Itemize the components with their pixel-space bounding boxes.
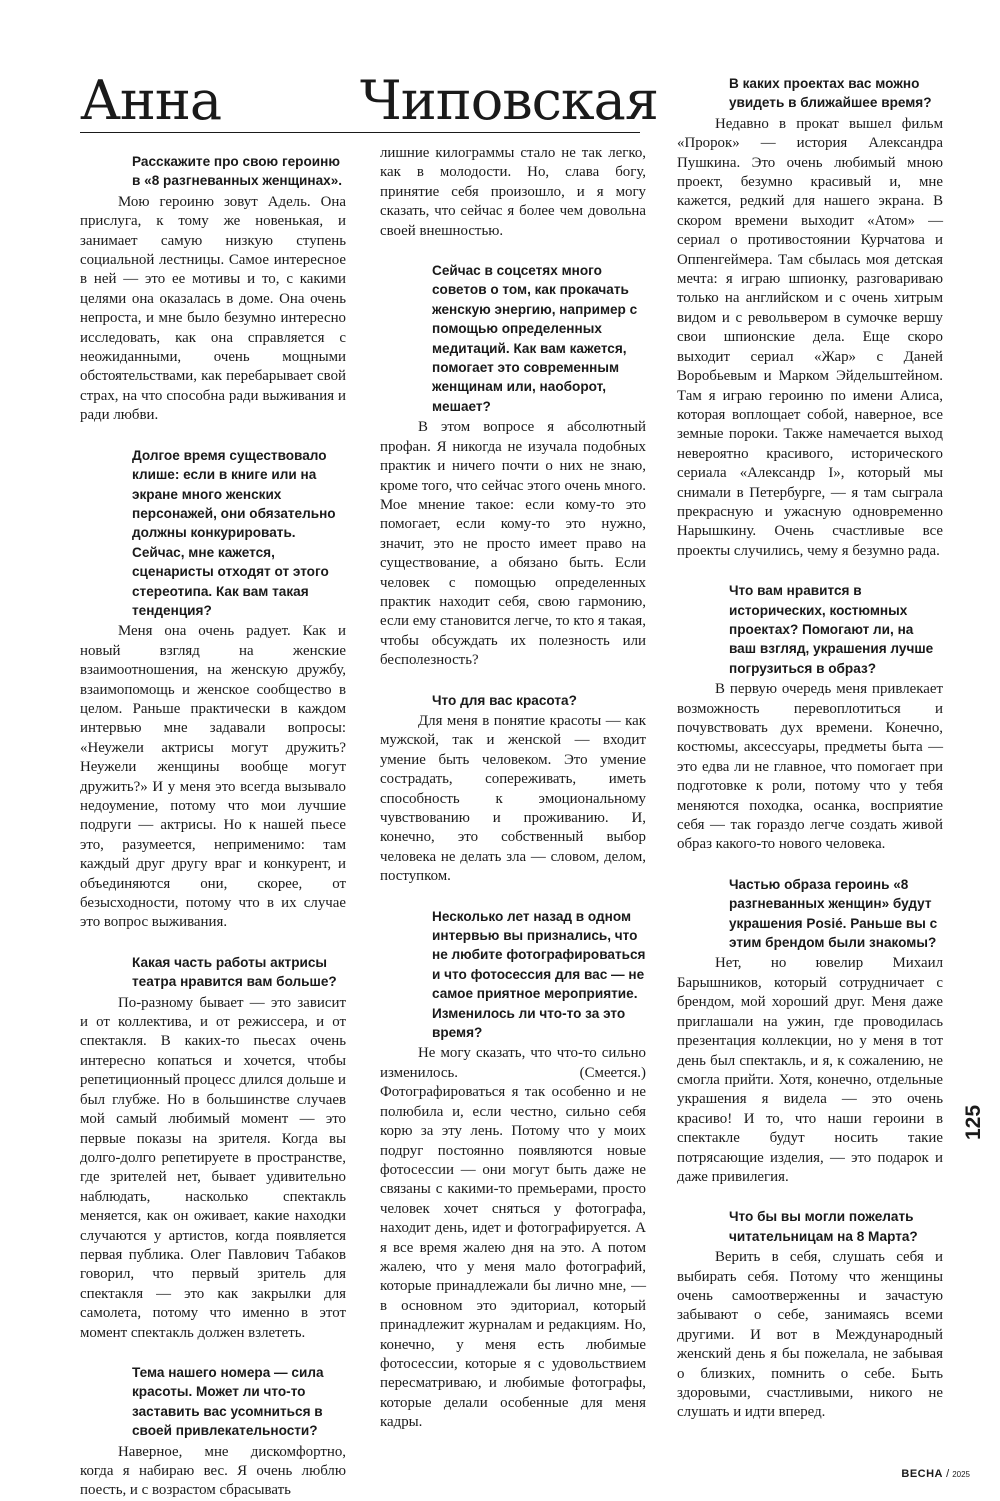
question: Какая часть работы актрисы театра нравится вам больше? [132, 954, 337, 990]
answer: Недавно в прокат вышел фильм «Пророк» — история Александра Пушкина. Это очень любимый мною проект, безумно красивый и, мне кажется, редкий для нашего экрана. В скором времени выходит «Атом» — сериал о противостоянии Курчатова и Оппенгеймера. Там сбылась моя детская мечта: я играю шпионку, разговариваю только на английском и с очень хитрым видом и с револьвером в сумочке вершу свои шпионские дела. Еще скоро выходит сериал «Жар» с Даней Воробьевым и Марком Эйдельштейном. Там я играю героиню по имени Алиса, которая воплощает собой, наверное, все земные пороки. Также намечается выход невероятно красивого, исторического сериала «Александр I», который мы снимали в Петербурге, — я там сыграла прекрасную и ужасную одновременно Нарышкину. Очень счастливые все проекты случились, чему я безумно рада. [677, 115, 943, 559]
footer [901, 1468, 970, 1480]
title-last-name: Чиповская [360, 69, 658, 132]
answer: Нет, но ювелир Михаил Барышников, который сотрудничает с брендом, мой хороший друг. Меня даже приглашали на ужин, где проводилась презентация коллекции, но у меня в тот день был спектакль, и я, к сожалению, не смогла прийти. Хотя, конечно, отдельные украшения я видела — это очень красиво! И то, что наши героини в спектакле будут носить такие потрясающие изделия, — это подарок и даже привилегия. [677, 955, 943, 1185]
question: Долгое время существовало клише: если в книге или на экране много женских персонажей, они обязательно должны конкурировать. Сейчас, мне кажется, сценаристы отходят от этого стереотипа. Как вам такая тенденция? [132, 447, 336, 618]
question: Что вам нравится в исторических, костюмных проектах? Помогают ли, на ваш взгляд, украшения лучше погрузиться в образ? [729, 583, 934, 676]
question: Несколько лет назад в одном интервью вы признались, что не любите фотографироваться и что фотосессия для вас — не самое приятное мероприятие. Изменилось ли что-то за это время? [432, 908, 646, 1041]
answer: По-разному бывает — это зависит и от коллектива, и от режиссера, и от спектакля. В каких-то пьесах очень интересно копаться и хочется, чтобы репетиционный процесс длился дольше и был глубже. Но в большинстве случаев мой самый любимый момент — это первые показы на зрителя. Когда вы долго-долго репетируете в пространстве, где зрителей нет, бывает удивительно наблюдать, насколько спектакль меняется, как он оживает, какие находки случаются у артистов, когда появляется первая публика. Олег Павлович Табаков говорил, что первый зритель для спектакля — это как закрылки для самолета, потому что именно в этот момент спектакль должен взлететь. [80, 994, 346, 1341]
article-title [80, 69, 658, 133]
magazine-name: ВЕСНА [901, 1468, 944, 1480]
answer: Меня она очень радует. Как и новый взгляд на женские взаимоотношения, на женскую дружбу, взаимопомощь и женское сообщество в целом. Раньше практически в каждом интервью мне задавали вопросы: «Неужели актрисы могут дружить? Неужели женщины вообще могут дружить?» И у меня это всегда вызывало недоумение, потому что мои лучшие подруги — актрисы. Но к нашей пьесе это, разумеется, неприменимо: там каждый друг другу враг и конкурент, и объединяются они, скорее, от безысходности, потому что в их случае это вопрос выживания. [80, 623, 346, 931]
question: Частью образа героинь «8 разгневанных женщин» будут украшения Posié. Раньше вы с этим брендом были знакомы? [729, 876, 938, 951]
issue-year: 2025 [952, 1470, 970, 1479]
page-number: 125 [962, 1104, 985, 1140]
question: Тема нашего номера — сила красоты. Может ли что-то заставить вас усомниться в своей привлекательности? [132, 1364, 324, 1439]
question: В каких проектах вас можно увидеть в ближайшее время? [729, 76, 932, 111]
title-first-name: Анна [80, 69, 222, 132]
answer: Верить в себя, слушать себя и выбирать себя. Потому что женщины очень самоотверженны и зачастую забывают о себе, занимаясь всеми другими. И вот в Международный женский день я бы пожелала, не забывая о близких, помнить о себе. Быть здоровыми, счастливыми, никого не слушать и идти вперед. [677, 1249, 943, 1421]
text-column-1 [80, 152, 346, 1501]
answer: Мою героиню зовут Адель. Она прислуга, к тому же новенькая, и занимает самую низкую ступень социальной лестницы. Самое интересное в ней — это ее мотивы и то, с какими целями она оказалась в доме. Она очень непроста, и мне было безумно интересно исследовать, как она справляется с неожиданными, очень мощными обстоятельствами, как перебарывает свой страх, на что способна ради выживания и ради любви. [80, 193, 346, 424]
question: Сейчас в соцсетях много советов о том, как прокачать женскую энергию, например с помощью определенных медитаций. Как вам кажется, помогает это современным женщинам или, наоборот, мешает? [432, 263, 638, 414]
continued-answer: лишние килограммы стало не так легко, как в молодости. Но, слава богу, принятие себя произошло, и я могу сказать, что сейчас я более чем довольна своей внешностью. [380, 145, 646, 239]
answer: Не могу сказать, что что-то сильно изменилось. (Смеется.) Фотографироваться я так особенно и не полюбила и, если честно, сильно себя корю за эту лень. Потому что у моих подруг постоянно появляются новые фотосессии — они могут быть даже не связаны с какими-то премьерами, просто человек хочет сняться у фотографа, находит день, идет и фотографируется. А я все время жалею дня на это. А потом жалею, что у меня мало фотографий, которые принадлежали бы лично мне, — в основном это эдиториал, который принадлежит журналам и редакциям. Но, конечно, у меня есть любимые фотосессии, которые я с удовольствием пересматриваю, и любимые фотографы, которые делали особенные для меня кадры. [380, 1045, 646, 1431]
text-column-2 [380, 144, 646, 1433]
answer: В этом вопросе я абсолютный профан. Я никогда не изучала подобных практик и ничего почти о них не знаю, кроме того, что сейчас этого очень много. Мое мнение такое: если кому-то это помогает, если кому-то это нужно, значит, это не просто имеет право на существование, а обязано быть. Если человек с помощью определенных практик находит себя, свою гармонию, если ему становится легче, то кто я такая, чтобы обсуждать их полезность или бесполезность? [380, 419, 646, 669]
question: Что для вас красота? [432, 692, 577, 708]
answer: Наверное, мне дискомфортно, когда я набираю вес. Я очень люблю поесть, и с возрастом сбрасывать [80, 1443, 346, 1499]
footer-separator: / [946, 1468, 950, 1480]
question: Расскажите про свою героиню в «8 разгневанных женщинах». [132, 154, 343, 189]
text-column-3 [677, 74, 943, 1423]
answer: Для меня в понятие красоты — как мужской, так и женской — входит умение быть человеком. Это умение сострадать, сопереживать, иметь способность к эмоциональному чувствованию и проживанию. И, конечно, это собственный выбор человека не делать зла — словом, делом, поступком. [380, 712, 646, 885]
answer: В первую очередь меня привлекает возможность перевоплотиться и почувствовать дух времени. Конечно, костюмы, аксессуары, предметы быта — это едва ли не главное, что помогает при подготовке к роли, потому что у тебя меняются походка, осанка, восприятие себя — так гораздо легче создать живой образ какого-то нового человека. [677, 681, 943, 853]
question: Что бы вы могли пожелать читательницам на 8 Марта? [729, 1209, 918, 1244]
